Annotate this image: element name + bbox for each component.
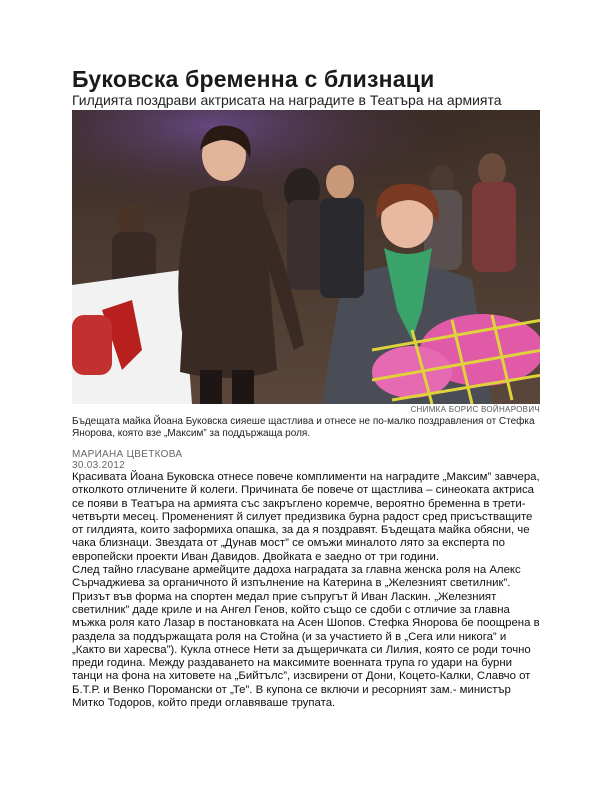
- actress-legs: [200, 370, 222, 404]
- subheadline: Гилдията поздрави актрисата на наградите в Театъра на армията: [72, 92, 502, 108]
- body-paragraph: След тайно гласуване армейците дадоха наградата за главна женска роля на Алекс Сърчаджиева за органичното й изпълнение на Катерина в „Железният светилник”. Призът във форма на спортен медал прие съпругът й Иван Ласкин. „Железният светилник” даде криле и на Ангел Генов, който също се сдоби с отличие за главна мъжка роля като Лазар в постановката на Асен Шопов. Стефка Янорова бе поощрена в раздела за поддържащата роля на Стойна (и за участието й в „Сега или никога” и „Както ви харесва”). Кукла отнесе Нети за дъщеричката си Лилия, която се роди точно преди година. Между раздаването на максимите военната трупа го удари на бурни танци на фона на хитовете на „Бийтълс”, изсвирени от Дони, Коцето-Калки, Славчо от Б.Т.Р. и Венко Поромански от „Те”. В купона се включи и ресорният зам.- министър Митко Тодоров, който преди оглавяваше трупата.: [72, 564, 540, 710]
- actress-legs: [232, 370, 254, 404]
- background-guest-body: [472, 182, 516, 272]
- background-man-head: [326, 165, 354, 199]
- background-man-body: [320, 198, 364, 298]
- body-paragraph: Красивата Йоана Буковска отнесе повече комплименти на наградите „Максим” завчера, отколкото отличените й колеги. Причината бе повече от щастлива – синеоката актриса се появи в Театъра на армията със закръглено коремче, вероятно бременна в трети-четвърти месец. Промененият й силует предизвика бурна радост сред присъстващите от гилдията, които заформиха опашка, за да я поздравят. Бъдещата майка обясни, че чака близнаци. Звездата от „Дунав мост” се омъжи миналото лято за експерта по европейски проекти Иван Давидов. Двойката е заедно от три години.: [72, 471, 540, 563]
- photo-caption: Бъдещата майка Йоана Буковска сияеше щастлива и отнесе не по-малко поздравления от Стефка Янорова, която взе „Максим” за поддържаща роля.: [72, 416, 535, 439]
- party-photo-illustration: [72, 110, 540, 404]
- guest-sleeve: [72, 315, 112, 375]
- article-photo: [72, 110, 540, 404]
- author-byline: МАРИАНА ЦВЕТКОВА: [72, 449, 183, 460]
- article-body: [72, 471, 540, 710]
- photo-credit: СНИМКА БОРИС ВОЙНАРОВИЧ: [410, 405, 540, 414]
- background-guest: [478, 153, 506, 187]
- publication-date: 30.03.2012: [72, 460, 126, 471]
- article: [72, 66, 540, 710]
- headline: Буковска бременна с близнаци: [72, 66, 435, 92]
- background-guest: [118, 204, 146, 236]
